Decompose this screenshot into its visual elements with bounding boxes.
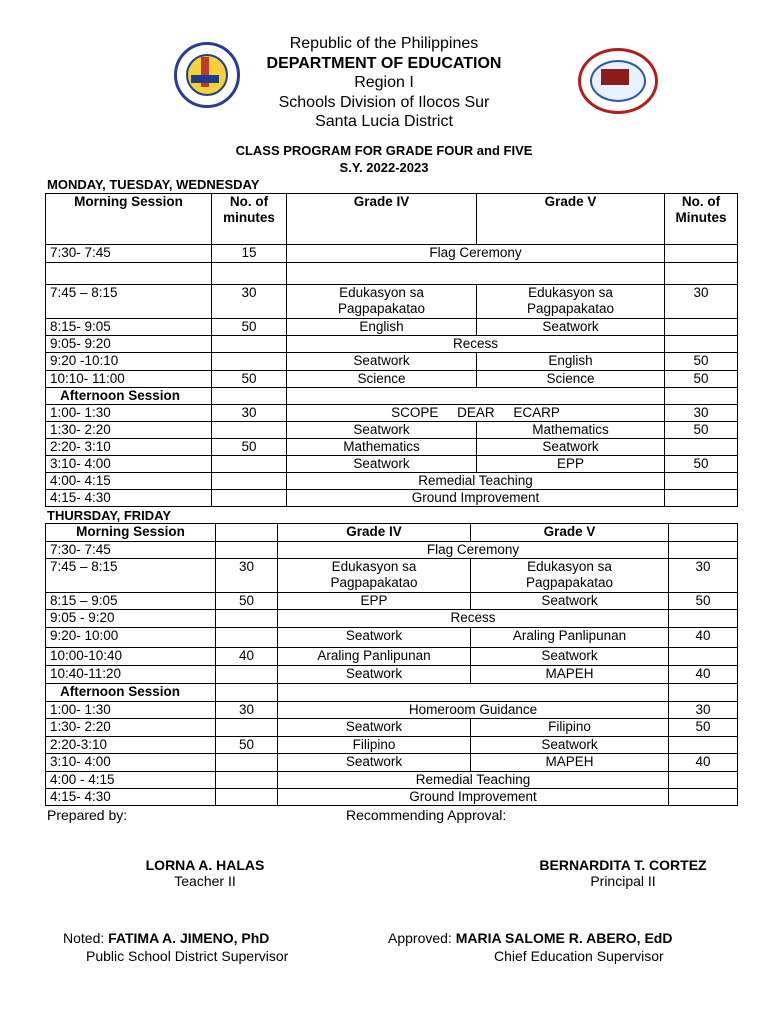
minutes-cell: 50 [669, 719, 738, 737]
time-cell: 10:10- 11:00 [46, 371, 212, 388]
time-cell: 9:05 - 9:20 [46, 610, 216, 628]
table-row [46, 610, 738, 628]
grade5-cell: EPP [477, 456, 665, 473]
col-header-session: Morning Session [46, 194, 212, 245]
table-row [46, 422, 738, 439]
minutes-cell [669, 789, 738, 806]
col-header-session: Morning Session [46, 524, 216, 542]
minutes-cell [216, 754, 278, 772]
minutes-cell [665, 439, 738, 456]
grade5-cell: Seatwork [477, 439, 665, 456]
table-row [46, 754, 738, 772]
minutes-cell [665, 319, 738, 336]
time-cell: 7:45 – 8:15 [46, 285, 212, 319]
table-row [46, 319, 738, 336]
minutes-cell [212, 473, 287, 490]
minutes-cell [665, 263, 738, 285]
subject-cell: SCOPE DEAR ECARP [287, 405, 665, 422]
table-row [46, 702, 738, 719]
principal-title: Principal II [590, 873, 656, 889]
afternoon-session-label: Afternoon Session [46, 684, 216, 702]
grade4-cell: Seatwork [278, 754, 471, 772]
subject-cell [278, 684, 669, 702]
table-row [46, 405, 738, 422]
minutes-cell [212, 353, 287, 371]
minutes-cell: 50 [212, 319, 287, 336]
approved-title: Chief Education Supervisor [494, 948, 664, 964]
minutes-cell: 30 [665, 285, 738, 319]
grade4-cell: Filipino [278, 737, 471, 754]
prepared-by-label: Prepared by: [47, 807, 128, 823]
minutes-cell: 30 [665, 405, 738, 422]
minutes-cell [665, 388, 738, 405]
minutes-cell: 40 [669, 666, 738, 684]
minutes-cell [216, 684, 278, 702]
approved-label: Approved: [388, 930, 452, 946]
subject-cell: Flag Ceremony [287, 245, 665, 263]
subject-cell: Flag Ceremony [278, 542, 669, 559]
table-row [46, 263, 738, 285]
table-row [46, 593, 738, 610]
time-cell: 9:05- 9:20 [46, 336, 212, 353]
subject-cell: Ground Improvement [278, 789, 669, 806]
grade5-cell: MAPEH [471, 754, 669, 772]
republic-line: Republic of the Philippines [289, 35, 479, 52]
minutes-cell [665, 245, 738, 263]
minutes-cell [216, 542, 278, 559]
table-row [46, 490, 738, 507]
subject-cell [287, 388, 665, 405]
grade5-cell: Mathematics [477, 422, 665, 439]
minutes-cell: 30 [216, 559, 278, 593]
afternoon-session-label: Afternoon Session [46, 388, 212, 405]
minutes-cell: 30 [212, 405, 287, 422]
minutes-cell: 15 [212, 245, 287, 263]
minutes-cell: 50 [665, 456, 738, 473]
time-cell: 1:00- 1:30 [46, 405, 212, 422]
time-cell: 8:15 – 9:05 [46, 593, 216, 610]
tf-schedule-table [45, 523, 738, 806]
time-cell: 4:00 - 4:15 [46, 772, 216, 789]
time-cell: 7:30- 7:45 [46, 542, 216, 559]
grade5-cell: Edukasyon sa Pagpapakatao [477, 285, 665, 319]
subject-cell: Recess [287, 336, 665, 353]
table-row [46, 456, 738, 473]
table-row [46, 542, 738, 559]
noted-title: Public School District Supervisor [86, 948, 289, 964]
table-row [46, 285, 738, 319]
minutes-cell: 50 [665, 422, 738, 439]
minutes-cell: 50 [216, 593, 278, 610]
subject-cell: Remedial Teaching [278, 772, 669, 789]
time-cell: 7:45 – 8:15 [46, 559, 216, 593]
mtw-day-label: MONDAY, TUESDAY, WEDNESDAY [47, 177, 260, 192]
noted-name: FATIMA A. JIMENO, PhD [108, 930, 270, 946]
minutes-cell: 50 [212, 439, 287, 456]
grade4-cell: Seatwork [287, 353, 477, 371]
department-line: DEPARTMENT OF EDUCATION [266, 54, 502, 72]
minutes-cell [216, 772, 278, 789]
time-cell: 10:40-11:20 [46, 666, 216, 684]
grade4-cell: Seatwork [287, 422, 477, 439]
time-cell: 9:20- 10:00 [46, 628, 216, 648]
minutes-cell [665, 490, 738, 507]
table-row [46, 789, 738, 806]
minutes-cell: 30 [669, 702, 738, 719]
grade5-cell: Seatwork [471, 737, 669, 754]
minutes-cell: 30 [212, 285, 287, 319]
grade4-cell: Mathematics [287, 439, 477, 456]
minutes-cell: 50 [665, 371, 738, 388]
principal-name: BERNARDITA T. CORTEZ [539, 857, 707, 873]
table-row [46, 336, 738, 353]
time-cell: 3:10- 4:00 [46, 754, 216, 772]
grade5-cell: Filipino [471, 719, 669, 737]
grade4-cell: Science [287, 371, 477, 388]
time-cell: 9:20 -10:10 [46, 353, 212, 371]
subject-cell: Recess [278, 610, 669, 628]
minutes-cell [212, 490, 287, 507]
grade4-cell: Seatwork [278, 666, 471, 684]
time-cell: 1:30- 2:20 [46, 719, 216, 737]
time-cell: 8:15- 9:05 [46, 319, 212, 336]
table-row [46, 439, 738, 456]
school-year: S.Y. 2022-2023 [339, 160, 429, 175]
grade4-cell: Edukasyon sa Pagpapakatao [287, 285, 477, 319]
minutes-cell [216, 628, 278, 648]
region-line: Region I [354, 74, 414, 91]
minutes-cell [216, 719, 278, 737]
minutes-cell: 50 [669, 593, 738, 610]
grade4-cell: Araling Panlipunan [278, 648, 471, 666]
minutes-cell [665, 336, 738, 353]
col-header-grade5: Grade V [471, 524, 669, 542]
minutes-cell: 40 [669, 754, 738, 772]
minutes-cell: 50 [665, 353, 738, 371]
table-row [46, 559, 738, 593]
col-header-minutes-2: No. of Minutes [665, 194, 738, 245]
grade4-cell: English [287, 319, 477, 336]
district-line: Santa Lucia District [315, 113, 453, 130]
principal-signatory [518, 857, 728, 889]
col-header-minutes-2 [669, 524, 738, 542]
minutes-cell [212, 422, 287, 439]
minutes-cell [669, 648, 738, 666]
minutes-cell: 30 [216, 702, 278, 719]
subject-cell [287, 263, 665, 285]
approved-signatory [388, 930, 672, 946]
minutes-cell [669, 542, 738, 559]
time-cell [46, 263, 212, 285]
noted-signatory [63, 930, 269, 946]
subject-cell: Remedial Teaching [287, 473, 665, 490]
subject-cell: Ground Improvement [287, 490, 665, 507]
table-row [46, 388, 738, 405]
grade4-cell: EPP [278, 593, 471, 610]
subject-cell: Homeroom Guidance [278, 702, 669, 719]
minutes-cell [212, 263, 287, 285]
col-header-grade5: Grade V [477, 194, 665, 245]
minutes-cell [669, 610, 738, 628]
teacher-name: LORNA A. HALAS [145, 857, 265, 873]
table-row [46, 353, 738, 371]
table-row [46, 737, 738, 754]
time-cell: 4:15- 4:30 [46, 490, 212, 507]
table-row [46, 628, 738, 648]
grade4-cell: Seatwork [278, 628, 471, 648]
minutes-cell [669, 772, 738, 789]
minutes-cell: 50 [212, 371, 287, 388]
time-cell: 2:20-3:10 [46, 737, 216, 754]
table-row [46, 371, 738, 388]
minutes-cell: 50 [216, 737, 278, 754]
table-row [46, 719, 738, 737]
tf-day-label: THURSDAY, FRIDAY [47, 508, 172, 523]
grade5-cell: Araling Panlipunan [471, 628, 669, 648]
minutes-cell [669, 737, 738, 754]
minutes-cell [216, 789, 278, 806]
grade4-cell: Edukasyon sa Pagpapakatao [278, 559, 471, 593]
grade5-cell: Edukasyon sa Pagpapakatao [471, 559, 669, 593]
noted-label: Noted: [63, 930, 105, 946]
col-header-minutes: No. of minutes [212, 194, 287, 245]
teacher-signatory [105, 857, 305, 889]
grade4-cell: Seatwork [287, 456, 477, 473]
table-row [46, 473, 738, 490]
minutes-cell [212, 336, 287, 353]
time-cell: 4:15- 4:30 [46, 789, 216, 806]
col-header-grade4: Grade IV [287, 194, 477, 245]
minutes-cell [216, 610, 278, 628]
time-cell: 7:30- 7:45 [46, 245, 212, 263]
grade5-cell: English [477, 353, 665, 371]
minutes-cell [669, 684, 738, 702]
time-cell: 1:00- 1:30 [46, 702, 216, 719]
table-row [46, 666, 738, 684]
teacher-title: Teacher II [174, 873, 236, 889]
minutes-cell: 30 [669, 559, 738, 593]
time-cell: 10:00-10:40 [46, 648, 216, 666]
time-cell: 1:30- 2:20 [46, 422, 212, 439]
col-header-minutes [216, 524, 278, 542]
recommending-approval-label: Recommending Approval: [346, 807, 507, 823]
approved-name: MARIA SALOME R. ABERO, EdD [455, 930, 673, 946]
grade5-cell: Science [477, 371, 665, 388]
table-row [46, 684, 738, 702]
grade5-cell: Seatwork [471, 593, 669, 610]
minutes-cell [212, 388, 287, 405]
col-header-grade4: Grade IV [278, 524, 471, 542]
minutes-cell [665, 473, 738, 490]
table-row [46, 245, 738, 263]
minutes-cell: 40 [216, 648, 278, 666]
letterhead [0, 34, 768, 132]
division-line: Schools Division of Ilocos Sur [278, 93, 490, 111]
table-row [46, 772, 738, 789]
minutes-cell [212, 456, 287, 473]
mtw-schedule-table [45, 193, 738, 507]
time-cell: 2:20- 3:10 [46, 439, 212, 456]
table-row [46, 648, 738, 666]
minutes-cell: 40 [669, 628, 738, 648]
minutes-cell [216, 666, 278, 684]
time-cell: 3:10- 4:00 [46, 456, 212, 473]
grade5-cell: Seatwork [471, 648, 669, 666]
grade4-cell: Seatwork [278, 719, 471, 737]
grade5-cell: MAPEH [471, 666, 669, 684]
time-cell: 4:00- 4:15 [46, 473, 212, 490]
grade5-cell: Seatwork [477, 319, 665, 336]
document-title: CLASS PROGRAM FOR GRADE FOUR and FIVE [235, 143, 533, 158]
